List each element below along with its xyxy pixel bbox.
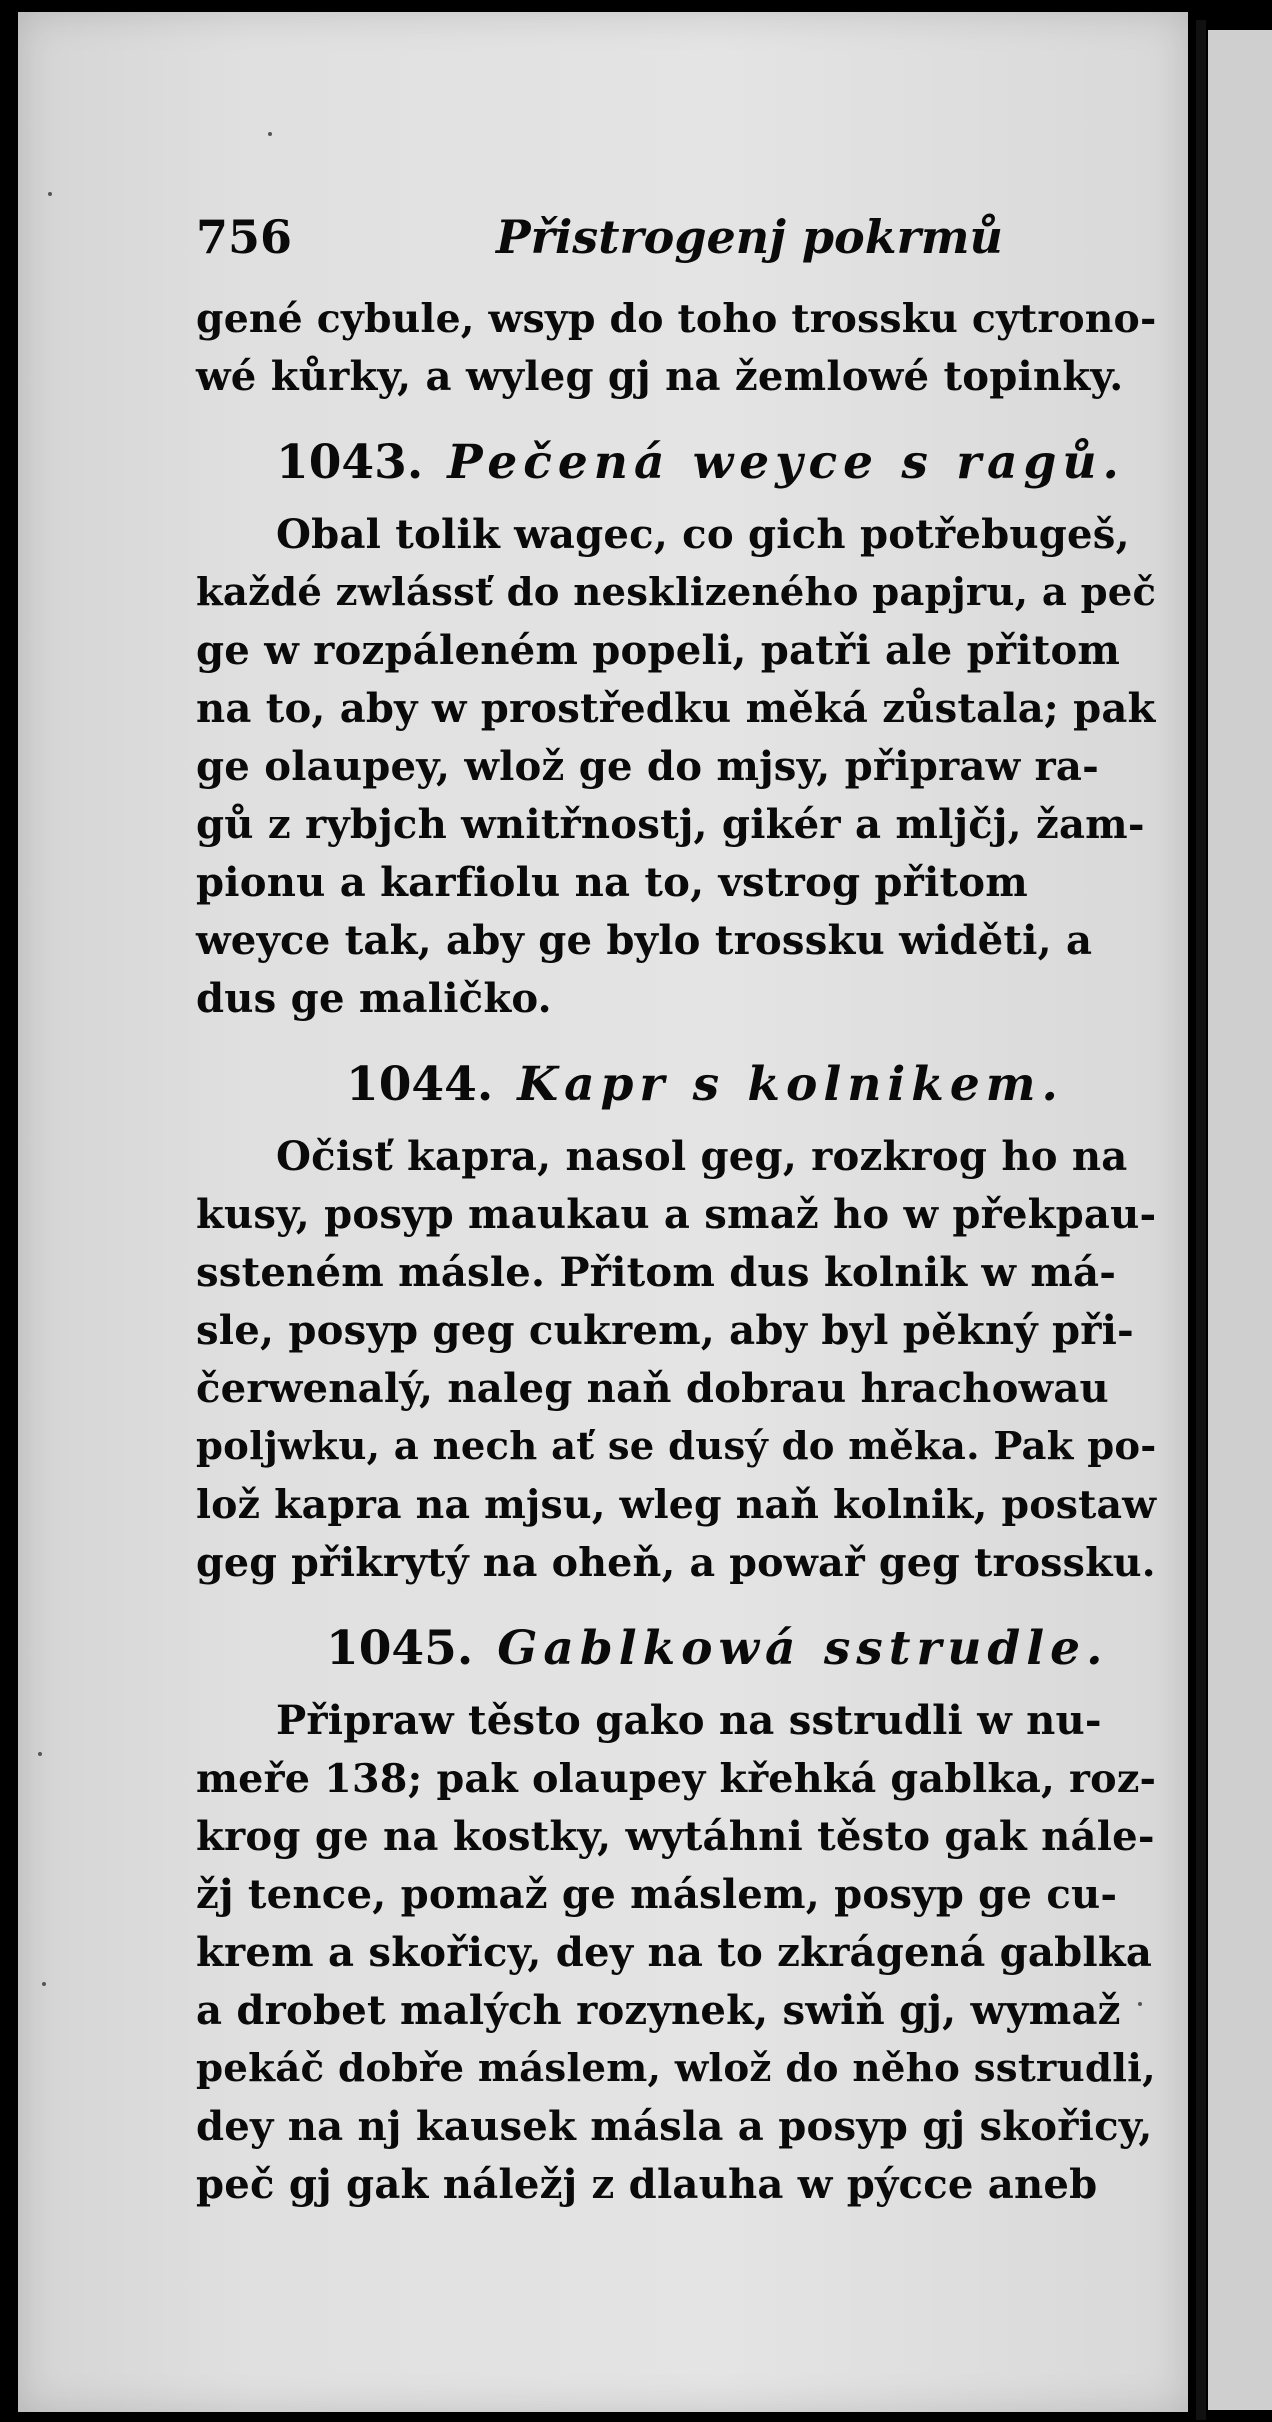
text-line: geg přikrytý na oheň, a powař geg trossku. [196, 1540, 1156, 1586]
text-line: gů z rybjch wnitřnostj, gikér a mljčj, žam- [196, 801, 1145, 848]
text-line: meře 138; pak olaupey křehká gablka, roz- [196, 1756, 1157, 1802]
text-line: wé kůrky, a wyleg gj na žemlowé topinky. [196, 353, 1124, 400]
page-number: 756 [196, 210, 293, 264]
text-line: poljwku, a nech ať se dusý do měka. Pak po- [196, 1424, 1157, 1469]
paragraph [196, 506, 1176, 1028]
paper-speck [38, 1752, 42, 1756]
page-content [196, 290, 1176, 2214]
text-line: peč gj gak náležj z dlauha w pýcce aneb [196, 2161, 1098, 2208]
text-line: Obal tolik wagec, co gich potřebugeš, [276, 511, 1130, 558]
text-line: každé zwlássť do nesklizeného papjru, a peč [196, 570, 1157, 615]
text-line: ge olaupey, wlož ge do mjsy, připraw ra- [196, 743, 1099, 790]
recipe-title: Kapr s kolnikem. [517, 1057, 1064, 1112]
text-line: krem a skořicy, dey na to zkrágená gablka [196, 1929, 1153, 1976]
text-line: na to, aby w prostředku měká zůstala; pak [196, 685, 1156, 732]
running-head [196, 200, 1176, 290]
text-line: krog ge na kostky, wytáhni těsto gak nále- [196, 1813, 1155, 1860]
paper-speck [48, 192, 52, 196]
text-line: sle, posyp geg cukrem, aby byl pěkný při- [196, 1307, 1134, 1354]
recipe-number: 1045. [326, 1621, 474, 1676]
text-line: lož kapra na mjsu, wleg naň kolnik, postaw [196, 1482, 1157, 1528]
recipe-heading [196, 1050, 1176, 1120]
text-line: kusy, posyp maukau a smaž ho w překpau- [196, 1191, 1157, 1238]
text-line: ge w rozpáleném popeli, patři ale přitom [196, 627, 1121, 674]
recipe-title: Gablkowá sstrudle. [497, 1621, 1109, 1676]
paragraph [196, 1128, 1176, 1592]
running-title: Přistrogenj pokrmů [496, 210, 1003, 264]
paragraph [196, 290, 1176, 406]
paragraph [196, 1692, 1176, 2214]
next-page-edge [1208, 30, 1272, 2410]
text-line: pekáč dobře máslem, wlož do něho sstrudli, [196, 2046, 1156, 2091]
recipe-number: 1044. [346, 1057, 494, 1112]
text-line: ssteném másle. Přitom dus kolnik w má- [196, 1249, 1117, 1296]
text-line: pionu a karfiolu na to, vstrog přitom [196, 859, 1028, 906]
text-line: weyce tak, aby ge bylo trossku widěti, a [196, 917, 1093, 964]
paper-speck [42, 1982, 46, 1986]
recipe-heading [196, 1614, 1176, 1684]
page-fold-shadow [1196, 20, 1206, 2420]
text-line: Připraw těsto gako na sstrudli w nu- [276, 1697, 1102, 1744]
text-line: čerwenalý, naleg naň dobrau hrachowau [196, 1365, 1109, 1412]
text-line: gené cybule, wsyp do toho trossku cytrono- [196, 296, 1157, 342]
page-text [196, 200, 1176, 2214]
text-line: a drobet malých rozynek, swiň gj, wymaž [196, 1987, 1121, 2034]
paper-speck [268, 132, 272, 136]
text-line: Očisť kapra, nasol geg, rozkrog ho na [276, 1133, 1128, 1180]
text-line: dey na nj kausek másla a posyp gj skořicy, [196, 2103, 1153, 2150]
recipe-number: 1043. [276, 435, 424, 490]
recipe-title: Pečená weyce s ragů. [447, 435, 1125, 490]
text-line: žj tence, pomaž ge máslem, posyp ge cu- [196, 1871, 1118, 1918]
recipe-heading [196, 428, 1176, 498]
text-line: dus ge maličko. [196, 975, 552, 1022]
